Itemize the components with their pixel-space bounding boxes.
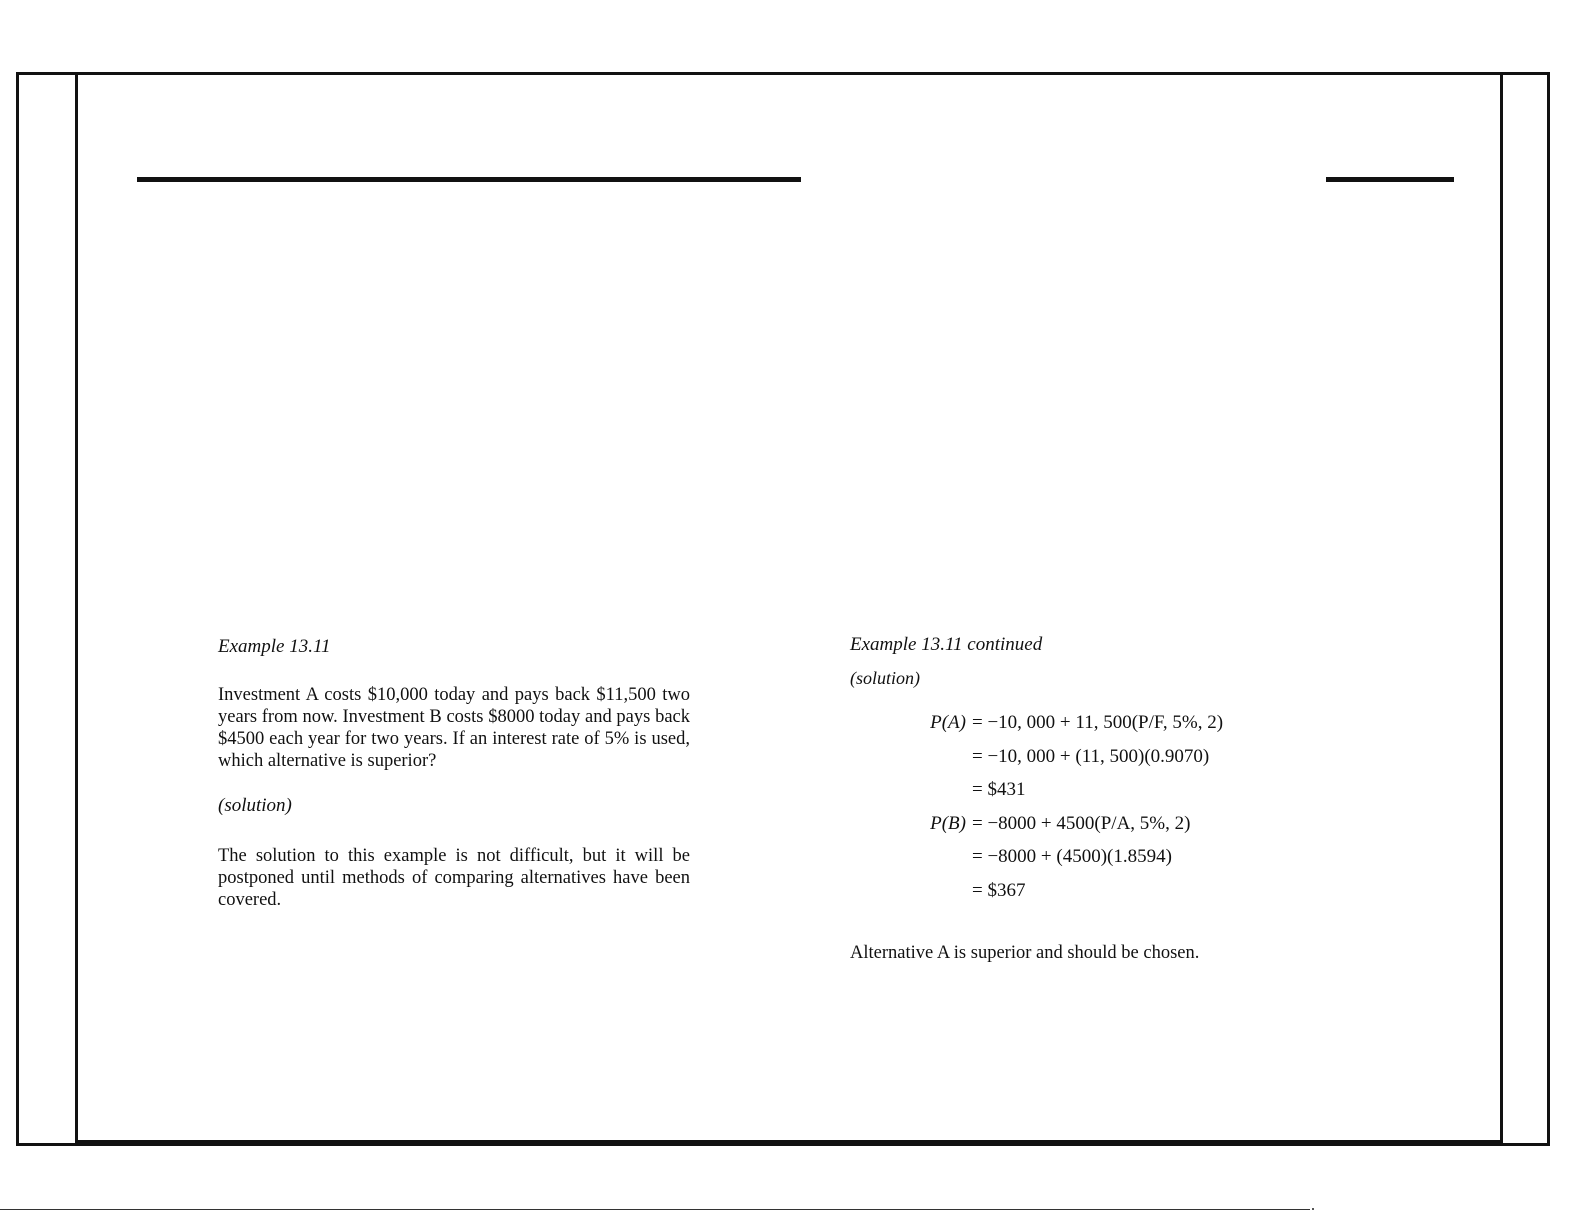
bottom-mark (1312, 1208, 1314, 1210)
inner-frame (75, 72, 1503, 1143)
header-rule-right (1326, 177, 1454, 182)
left-page-panel (218, 636, 690, 911)
equation-lhs: P(B) (930, 812, 966, 834)
continued-title: Example 13.11 continued (850, 634, 1043, 655)
bottom-rule (0, 1209, 1310, 1210)
right-page-panel (850, 634, 1320, 963)
equation-rhs: = $431 (972, 779, 1026, 801)
conclusion-text: Alternative A is superior and should be chosen. (850, 942, 1200, 963)
equation-rhs: = −10, 000 + 11, 500(P/F, 5%, 2) (972, 712, 1224, 733)
solution-text: The solution to this example is not difficult, but it will be postponed until methods of comparing alternatives have been covered. (218, 846, 690, 910)
equation-rhs: = −8000 + (4500)(1.8594) (972, 846, 1172, 868)
equation-lhs: P(A) (930, 712, 966, 733)
equation-rhs: = −8000 + 4500(P/A, 5%, 2) (972, 812, 1191, 834)
equation-rhs: = $367 (972, 879, 1026, 901)
equation-rhs: = −10, 000 + (11, 500)(0.9070) (972, 745, 1210, 767)
example-title: Example 13.11 (218, 636, 331, 657)
solution-label-right: (solution) (850, 668, 920, 688)
header-rule-left (137, 177, 801, 182)
solution-label: (solution) (218, 795, 292, 816)
problem-statement: Investment A costs $10,000 today and pays back $11,500 two years from now. Investment B costs $8000 today and pays back $4500 each year for two years. If an interest rate of 5% is used, which alternative is superior? (218, 685, 690, 771)
